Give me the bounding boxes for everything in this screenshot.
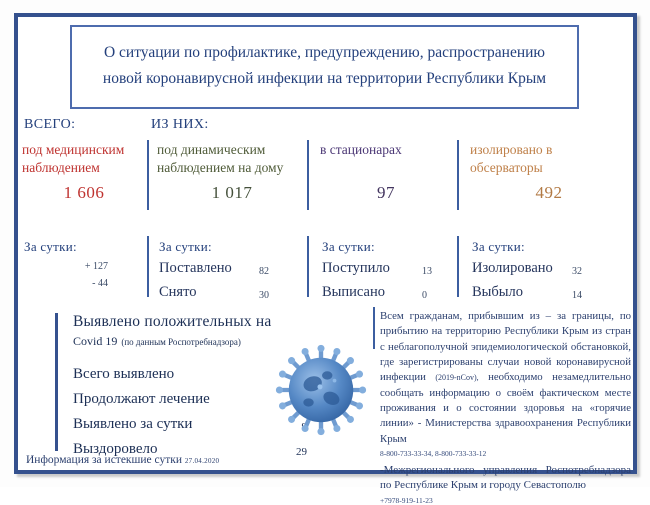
daily-row-name: Поставлено — [159, 260, 232, 276]
notice-paragraph — [380, 309, 631, 447]
stat-value: 1 017 — [211, 183, 253, 202]
daily-label: За сутки: — [472, 239, 525, 254]
daily-home — [159, 239, 301, 306]
hotline-phones-ministry: 8-800-733-33-34, 8-800-733-33-12 — [380, 448, 487, 458]
daily-plus-value: + 127 — [84, 261, 108, 272]
hotline-phone-rospotrebnadzor: +7978-919-11-23 — [380, 495, 433, 505]
stat-value: 1 606 — [63, 183, 105, 202]
daily-row-value: 32 — [572, 266, 582, 277]
divider — [373, 307, 375, 349]
stat-medical-observation — [22, 141, 146, 203]
total-label: ВСЕГО: — [24, 117, 76, 132]
daily-row — [472, 258, 624, 282]
stat-hospitals — [320, 141, 452, 203]
daily-row-name: Выписано — [322, 284, 385, 300]
coronavirus-icon — [269, 338, 373, 442]
divider — [307, 236, 309, 297]
of-them-label: ИЗ НИХ: — [151, 117, 209, 132]
daily-minus-value: - 44 — [92, 278, 108, 289]
positive-title: Выявлено положительных на — [73, 313, 272, 330]
daily-row-name: Поступило — [322, 260, 390, 276]
positive-row-name: Выявлено за сутки — [73, 416, 193, 432]
daily-row-name: Снято — [159, 284, 197, 300]
daily-row — [472, 282, 624, 306]
source-note: (по данным Роспотребнадзора) — [121, 337, 241, 347]
daily-row-value: 0 — [422, 290, 427, 301]
title-line-1: О ситуации по профилактике, предупреждению, распространению — [103, 44, 546, 61]
title-line-2: новой коронавирусной инфекции на территории Республики Крым — [102, 70, 547, 87]
stat-observatories — [470, 141, 628, 203]
daily-row-name: Изолировано — [472, 260, 553, 276]
positive-row-value: 29 — [296, 446, 307, 458]
divider — [307, 140, 309, 210]
daily-hospitals — [322, 239, 464, 306]
positive-row-name: Продолжают лечение — [73, 391, 210, 407]
daily-row-value: 82 — [259, 266, 269, 277]
stat-label: в стационарах — [320, 142, 402, 157]
stat-label: под медицинским наблюдением — [22, 142, 125, 176]
stat-label: под динамическим наблюдением на дому — [157, 142, 284, 176]
daily-observatories — [472, 239, 624, 306]
daily-medical — [24, 239, 136, 292]
rospotrebnadzor-paragraph: -Межрегионального управления Роспотребнадзора по Республике Крым и городу Севастополю — [380, 463, 631, 492]
notice-text-part-1: Всем гражданам, прибывшим из – за границы, по прибытию на территорию Республики Крым из стран с неблагополучной эпидемиологической обстановкой, где зарегистрированы случаи новой коронавирусной инфекции — [380, 310, 631, 384]
stat-label: изолировано в обсерваторы — [470, 142, 553, 176]
daily-row-value: 30 — [259, 290, 269, 301]
divider — [147, 236, 149, 297]
footer-text: Информация за истекшие сутки — [26, 454, 182, 466]
footer-date: 27.04.2020 — [184, 457, 220, 465]
daily-row-name: Выбыло — [472, 284, 524, 300]
daily-row-value: 13 — [422, 266, 432, 277]
positive-row-name: Выздоровело — [73, 441, 158, 457]
daily-row — [159, 258, 301, 282]
divider — [457, 236, 459, 297]
daily-label: За сутки: — [322, 239, 375, 254]
notice-text-part-2: необходимо незамедлительно сообщать информацию о своём фактическом месте проживания и о состоянии здоровья на «горячие линии» - Министерства здравоохранения Республики Крым — [380, 371, 631, 445]
stat-home-observation — [157, 141, 307, 203]
divider — [147, 140, 149, 210]
covid-label: Covid 19 — [73, 334, 118, 348]
daily-row — [322, 282, 464, 306]
divider — [457, 140, 459, 210]
notice-panel — [380, 309, 631, 505]
positive-row-name: Всего выявлено — [73, 366, 175, 382]
daily-label: За сутки: — [159, 239, 212, 254]
outer-frame — [14, 13, 637, 505]
footer-note — [26, 454, 219, 466]
page-title — [70, 25, 579, 109]
virus-code-note: (2019-nCov), — [435, 373, 479, 383]
daily-row — [322, 258, 464, 282]
daily-row-value: 14 — [572, 290, 582, 301]
daily-label: За сутки: — [24, 239, 77, 254]
stat-value: 97 — [377, 183, 395, 202]
stat-value: 492 — [535, 183, 563, 202]
daily-row — [159, 282, 301, 306]
